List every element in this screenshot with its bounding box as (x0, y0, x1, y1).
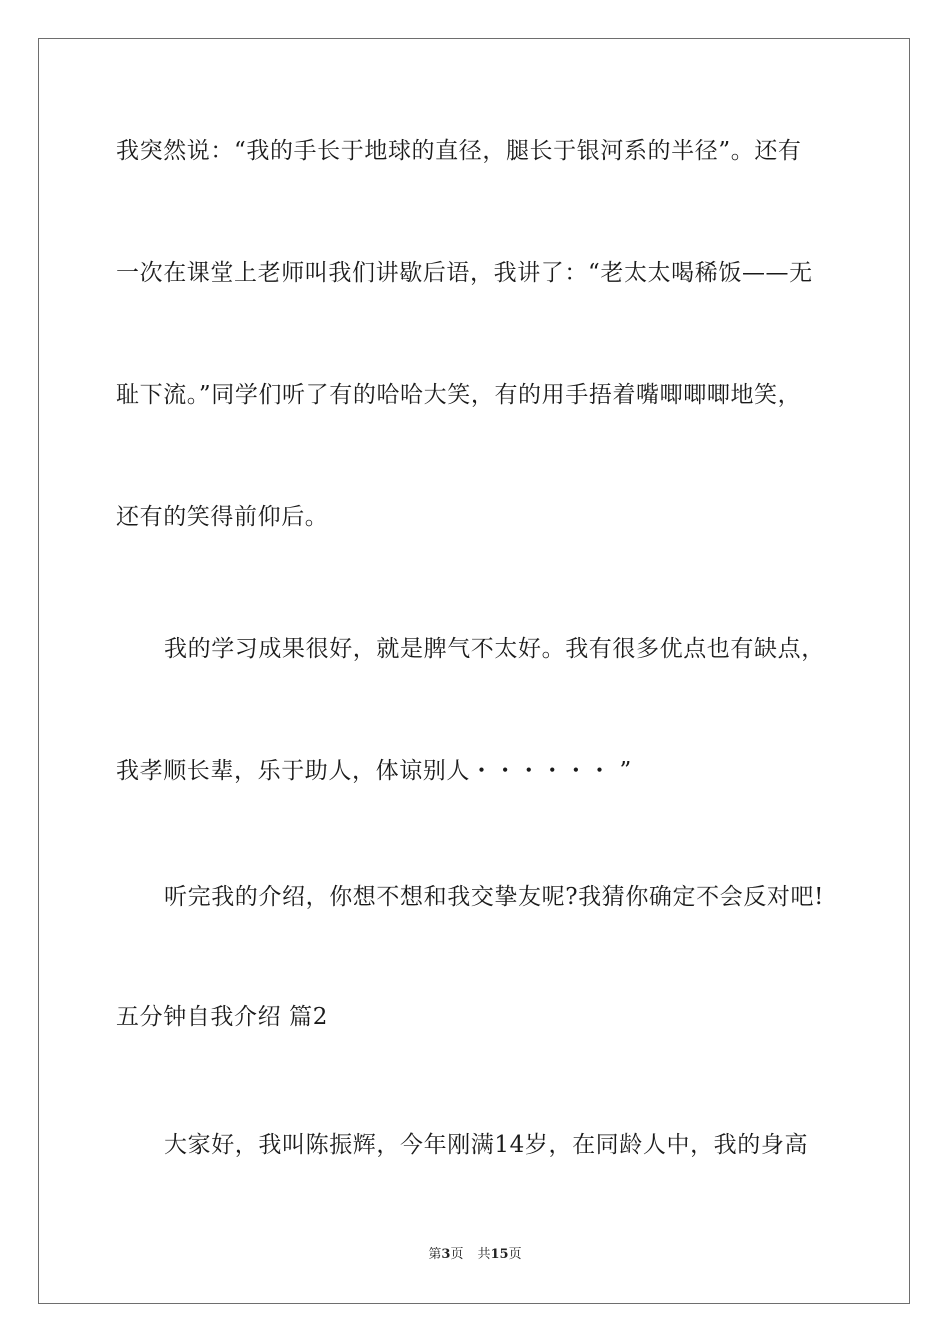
page-number: 3 (441, 1247, 451, 1262)
page-prefix: 第 (428, 1247, 442, 1262)
paragraph-line: 耻下流。”同学们听了有的哈哈大笑，有的用手捂着嘴唧唧唧地笑， (116, 382, 802, 408)
paragraph-line: 我孝顺长辈，乐于助人，体谅别人・・・・・・ ” (116, 758, 632, 784)
total-suffix: 页 (508, 1247, 522, 1262)
total-pages: 15 (490, 1247, 509, 1262)
page-border (38, 38, 910, 1304)
page-footer (0, 1246, 950, 1264)
paragraph-line: 我的学习成果很好，就是脾气不太好。我有很多优点也有缺点， (164, 636, 825, 662)
page-suffix: 页 (450, 1247, 464, 1262)
paragraph-line: 一次在课堂上老师叫我们讲歇后语，我讲了：“老太太喝稀饭——无 (116, 260, 813, 286)
section-heading: 五分钟自我介绍 篇2 (116, 1004, 328, 1030)
paragraph-line: 听完我的介绍，你想不想和我交挚友呢?我猜你确定不会反对吧! (164, 884, 824, 910)
paragraph-line: 还有的笑得前仰后。 (116, 504, 329, 530)
paragraph-line: 我突然说：“我的手长于地球的直径，腿长于银河系的半径”。还有 (116, 138, 802, 164)
total-prefix: 共 (477, 1247, 491, 1262)
paragraph-line: 大家好，我叫陈振辉，今年刚满14岁，在同龄人中，我的身高 (164, 1132, 809, 1158)
